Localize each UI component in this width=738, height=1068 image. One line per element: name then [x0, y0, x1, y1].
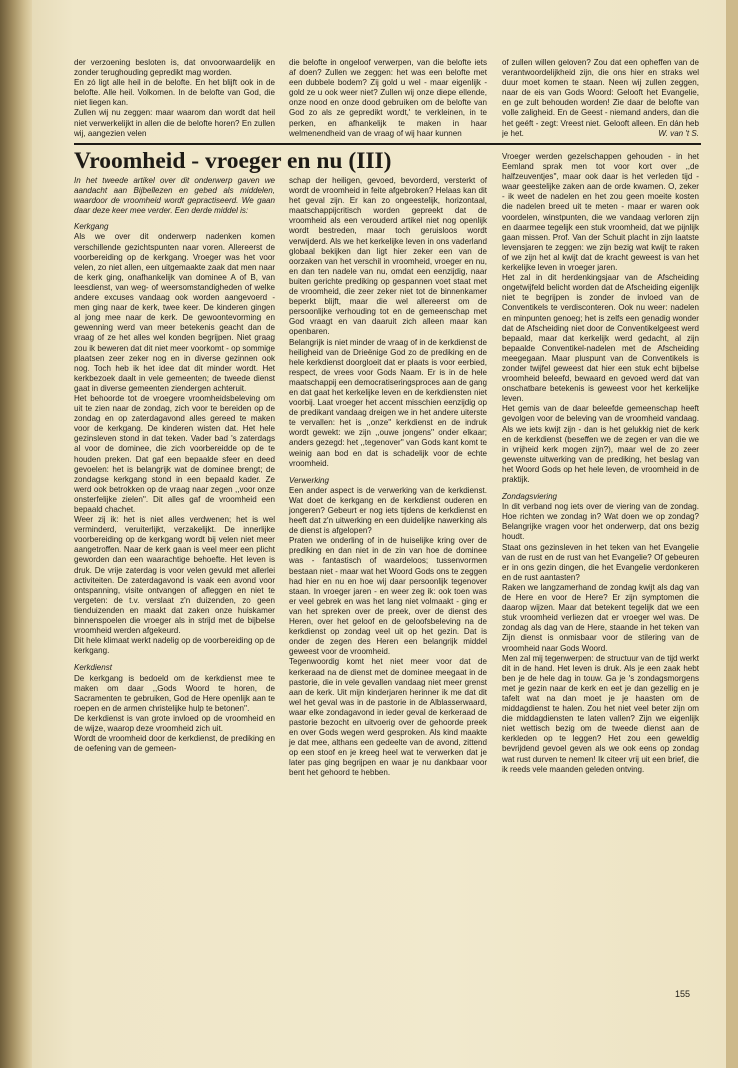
- paragraph: Wordt de vroomheid door de kerkdienst, de prediking en de oefening van de gemeen-: [74, 734, 275, 754]
- paragraph: Dit hele klimaat werkt nadelig op de voorbereiding op de kerkgang.: [74, 636, 275, 656]
- top-column-2: [289, 58, 487, 138]
- article-column-3: [502, 152, 699, 775]
- paragraph: Staat ons gezinsleven in het teken van het Evangelie van de rust en de rust van het Evangelie? Of gebeuren er in ons gezin dingen, die het Evangelie verdonkeren en de rust aantasten?: [502, 542, 699, 582]
- top-column-3: [502, 58, 699, 138]
- paragraph: Belangrijk is niet minder de vraag of in de kerkdienst de heiligheid van de Drieënige God zo de prediking en de hele kerkdienst doorgloeit dat er plaats is voor eerbied, respect, de vrees voor Gods Naam. Er is in de hele maatschappij een democratiseringsproces aan de gang en dat gaat het kerkelijke leven en de kerkdiensten niet voorbij. Laat vroeger het accent misschien eenzijdig op de predikant vandaag dreigen we in het andere uiterste te vervallen: het is ,,onze'' kerkdienst en de indruk wordt gewekt: we zijn ,,ouwe jongens'' onder elkaar; anders gezegd: het ,,tegenover'' van Gods kant komt te weinig aan bod en dat is schadelijk voor de echte vroomheid.: [289, 337, 487, 468]
- paragraph: Een ander aspect is de verwerking van de kerkdienst. Wat doet de kerkgang en de kerkdienst ouderen en jongeren? Gebeurt er nog iets tijdens de kerkdienst en heeft dat z'n uitwerking en een duidelijke nawerking als de dienst is afgelopen?: [289, 485, 487, 536]
- paragraph: De kerkdienst is van grote invloed op de vroomheid en de wijze, waarop deze vroomheid zich uit.: [74, 713, 275, 733]
- paragraph: En zó ligt alle heil in de belofte. En het blijft ook in de belofte. Alle heil. Volkomen. In de belofte van God, die niet liegen kan.: [74, 78, 275, 108]
- author-signature: W. van 't S.: [658, 128, 699, 138]
- article-column-1: [74, 176, 275, 754]
- paragraph: schap der heiligen, gevoed, bevorderd, versterkt of wordt de vroomheid in feite afgebroken? Helaas kan dit het geval zijn. Er kan zo ongeestelijk, horizontaal, maatschappijcritisch worden gepreekt dat de vroomheid als een verouderd artikel niet nog openlijk wordt bestreden, maar toch geruisloos wordt verwijderd. Als we het kerkelijke leven in ons vaderland globaal bekijken dan ligt hier zeker een van de oorzaken van het verschil in vroomheid, vroeger en nu, en dan ten nadele van nu, omdat een eenzijdig, naar buiten gerichte prediking op gespannen voet staat met de vroomheid, die zeer zeker niet tot de binnenkamer beperkt blijft, maar die wel allereerst om de persoonlijke verhouding tot en de gemeenschap met God vraagt en van daaruit zich alleen maar kan openbaren.: [289, 176, 487, 337]
- paragraph-text: of zullen willen geloven? Zou dat een opheffen van de verantwoordelijkheid zijn, die ons hier en straks wel duur moet komen te staan. Neen wij zullen zeggen, naar de eis van Gods Woord: Gelooft het Evangelie, en ge zult behouden worden! Zie daar de belofte van volle zaligheid. En de Geest - niemand anders, dan die het geéft - zegt: Vreest niet. Gelooft alleen. En dán heb je het.: [502, 58, 699, 138]
- article-intro: In het tweede artikel over dit onderwerp gaven we aandacht aan Bijbellezen en gebed als middelen, waardoor de vroomheid wordt gepractiseerd. We gaan daar deze keer mee verder. Een derde middel is:: [74, 176, 275, 216]
- paragraph: Het zal in dit herdenkingsjaar van de Afscheiding ongetwijfeld belicht worden dat de Afscheiding eigenlijk niet te begrijpen is zonder de invloed van de Conventikels te verdisconteren. Ook nu weer: nadelen en minpunten genoeg; het is zelfs een genadig wonder dat de Afscheiding niet door de Conventikelgeest werd bepaald, maar dat kerkelijk werd gedacht, al zijn bepaalde Conventikel-nadelen met de Afscheiding meegegaan. Maar pluspunt van de Conventikels is zonder twijfel geweest dat hier een stuk echt bijbelse vroomheid beleefd, bewaard en gevoed werd dat van onschatbare betekenis is geweest voor het kerkelijke leven.: [502, 273, 699, 404]
- article-title: Vroomheid - vroeger en nu (III): [74, 148, 392, 174]
- paragraph: Het behoorde tot de vroegere vroomheidsbeleving om uit te zien naar de zondag, zich voor te bereiden op de zondag en op zaterdagavond alles gereed te maken voor de kerkgang. De kinderen wisten dat. Het hele gezinsleven stond in dat teken. Vader bad 's zaterdags al voor de dominee, die zich voorbereidde op de te houden preken. Dat gaf een bepaalde sfeer en deed gevoelen: het is belangrijk wat de dominee brengt; de zondagse kerkgang stond in een bepaald kader. Ze werd ook betrokken op de vraag naar zegen ,,voor onze onsterfelijke zielen''. Dit alles gaf de vroomheid een bepaald chachet.: [74, 393, 275, 514]
- book-binding-shadow: [0, 0, 32, 1068]
- section-heading-verwerking: Verwerking: [289, 475, 329, 485]
- paragraph: Zullen wij nu zeggen: maar waarom dan wordt dat heil niet verwerkelijkt in allen die de belofte horen? En zullen wij, aangezien velen: [74, 108, 275, 138]
- paragraph: Men zal mij tegenwerpen: de structuur van de tijd werkt dit in de hand. Het leven is druk. Als je een zaak hebt ben je de hele dag in touw. Ga je 's zondagsmorgens met je gezin naar de kerk en eet je dan gezellig en je tafelt wat na dan moet je je haasten om de middagdienst te halen. Zou het niet veel beter zijn om die middagdiensten te laten vallen? Zijn we eigenlijk niet wettisch bezig om de tweede dienst aan de kerkleden op te leggen? Het zou een geweldig bevrijdend gevoel geven als we ook eens op zondag wat rust durven te nemen! Ik citeer vrij uit een brief, die ik reeds vele maanden geleden ontving.: [502, 653, 699, 774]
- paragraph: [502, 58, 699, 138]
- section-heading-zondagsviering: Zondagsviering: [502, 492, 558, 502]
- article-column-2: [289, 176, 487, 779]
- section-heading-kerkdienst: Kerkdienst: [74, 663, 113, 673]
- section-heading-kerkgang: Kerkgang: [74, 222, 109, 232]
- paragraph: Vroeger werden gezelschappen gehouden - in het Eemland sprak men tot voor kort over ,,de halfzeuventjes'', maar ook daar is het verleden tijd - waar geestelijke zaken aan de orde kwamen. O, zeker - ik weet de nadelen en het zou geen moeite kosten die nadelen breed uit te meten - maar er waren ook voordelen, winstpunten, die we vandaag verloren zijn en daarmee tegelijk een stuk vroomheid, dat we pijnlijk gaan missen. Prof. Van der Schuit placht in zijn laatste levensjaren te zeggen: we zijn bezig wat kwijt te raken of we zijn het al kwijt dat de kracht geweest is van het kerkelijke leven in vroeger jaren.: [502, 152, 699, 273]
- paragraph: Het gemis van de daar beleefde gemeenschap heeft gevolgen voor de beleving van de vroomheid vandaag. Als we iets kwijt zijn - dan is het gelukkig niet de kerk en de kerkdienst (beseffen we de zegen er van die we in vrijheid kerk mogen zijn?), maar wel de zo zeer gewenste uitwerking van de prediking, het beslag van het Woord Gods op het hele leven, de vroomheid in de praktijk.: [502, 404, 699, 484]
- paragraph: Praten we onderling of in de huiselijke kring over de prediking en dan niet in de zin van hoe de dominee was - fantastisch of waardeloos; tussenvormen bestaan niet - maar wat het Woord Gods ons te zeggen had hier en nu en hoe wij daar persoonlijk tegenover staan. In vroeger jaren - en weer zeg ik: ook toen was er veel gebrek en was het lang niet volmaakt - ging er van het spreken over de preek, over de dienst des Heren, over het geloof en de geloofsbeleving na de kerkdienst op zondag veel uit op het gezin. Dat is onder de zegen des Heren een belangrijk middel geweest voor de vroomheid.: [289, 536, 487, 657]
- paragraph: Tegenwoordig komt het niet meer voor dat de kerkeraad na de dienst met de dominee meegaat in de pastorie, die in vele gevallen vandaag niet meer grenst aan de kerk. Uit mijn kinderjaren herinner ik me dat dit wel het geval was in de pastorie in de Alblasserwaard, waar elke zondagavond in ieder geval de kerkeraad de pastorie bezocht en uitvoerig over de gehoorde preek en over Gods wegen werd gesproken. Als kind maakte je dat mee, althans een gedeelte van de avond, zittend op een stoof en je kreeg heel wat te verwerken dat je later pas ging begrijpen en waar je nu dankbaar voor bent het gehoord te hebben.: [289, 657, 487, 778]
- paragraph: Weer zij ik: het is niet alles verdwenen; het is wel verminderd, veruiterlijkt, verzakelijkt. De innerlijke voorbereiding op de kerkgang wordt bij velen niet meer aangetroffen. Naar de kerk gaan is veel meer een plicht geworden dan een waarachtige behoefte. Het leven is druk. De vrije zaterdag is voor velen gevuld met allerlei activiteiten. De zaterdagavond is vaak een avond voor ontspanning, visite ontvangen of afleggen en niet te vergeten: de t.v. verslaat z'n duizenden, zo geen tienduizenden en maakt dat zaken onze huiskamer binnenspoelen die vroeger als in strijd met de bijbelse vroomheid werden afgekeurd.: [74, 515, 275, 636]
- page-edge: [726, 0, 738, 1068]
- paragraph: die belofte in ongeloof verwerpen, van die belofte iets af doen? Zullen we zeggen: het was een belofte met een dubbele bodem? Zij gold u wel - maar eigenlijk - gold ze u ook weer niet? Zullen wij onze diepe ellende, onze nood en onze dood gebruiken om de belofte van God zo als ze gepredikt wordt,' te verkleinen, in te perken, en afhankelijk te maken in haar welmenendheid van de vraag of wij haar kunnen: [289, 58, 487, 138]
- top-column-1: [74, 58, 275, 138]
- paragraph: Als we over dit onderwerp nadenken komen verschillende gezichtspunten naar voren. Allereerst de voorbereiding op de kerkgang. Vroeger was het voor velen, zo niet allen, een uitgemaakte zaak dat men naar de kerk ging, onafhankelijk van dominee A of B, van leesdienst, van weg- of weersomstandigheden of welke andere excuses vandaag ook worden aangevoerd - men ging naar de kerk, twee keer. De kinderen gingen al jong mee naar de kerk. De gewoontevorming en gewenning werd van meer betekenis geacht dan de vraag of ze het alles wel konden begrijpen. Niet graag zou ik beweren dat dit niet meer voorkomt - op sommige plaatsen zeer zeker nog en in diverse gezinnen ook nog. Toch heb ik het idee dat dit minder wordt. Het kerkbezoek daalt in vele gemeenten; de tweede dienst gaat in diverse gemeenten ziendergen achteruit.: [74, 232, 275, 393]
- paragraph: der verzoening besloten is, dat onvoorwaardelijk en zonder terughouding gepredikt mag worden.: [74, 58, 275, 78]
- paragraph: De kerkgang is bedoeld om de kerkdienst mee te maken om daar ,,Gods Woord te horen, de Sacramenten te gebruiken, God de Here openlijk aan te roepen en de armen christelijke hulp te betonen''.: [74, 673, 275, 713]
- paragraph: Raken we langzamerhand de zondag kwijt als dag van de Here en voor de Here? Er zijn symptomen die daarop wijzen. Maar dat betekent tegelijk dat we een stuk vroomheid verliezen dat er vroeger wel was. De zondag als dag van de Here, staande in het teken van Zijn dienst is onmisbaar voor de stilering van de vroomheid naar Gods Woord.: [502, 582, 699, 653]
- page-number: 155: [675, 989, 691, 999]
- paragraph: In dit verband nog iets over de viering van de zondag. Hoe richten we zondag in? Wat doen we op zondag? Belangrijke vragen voor het onderwerp, dat ons bezig houdt.: [502, 502, 699, 542]
- section-divider: [74, 143, 701, 145]
